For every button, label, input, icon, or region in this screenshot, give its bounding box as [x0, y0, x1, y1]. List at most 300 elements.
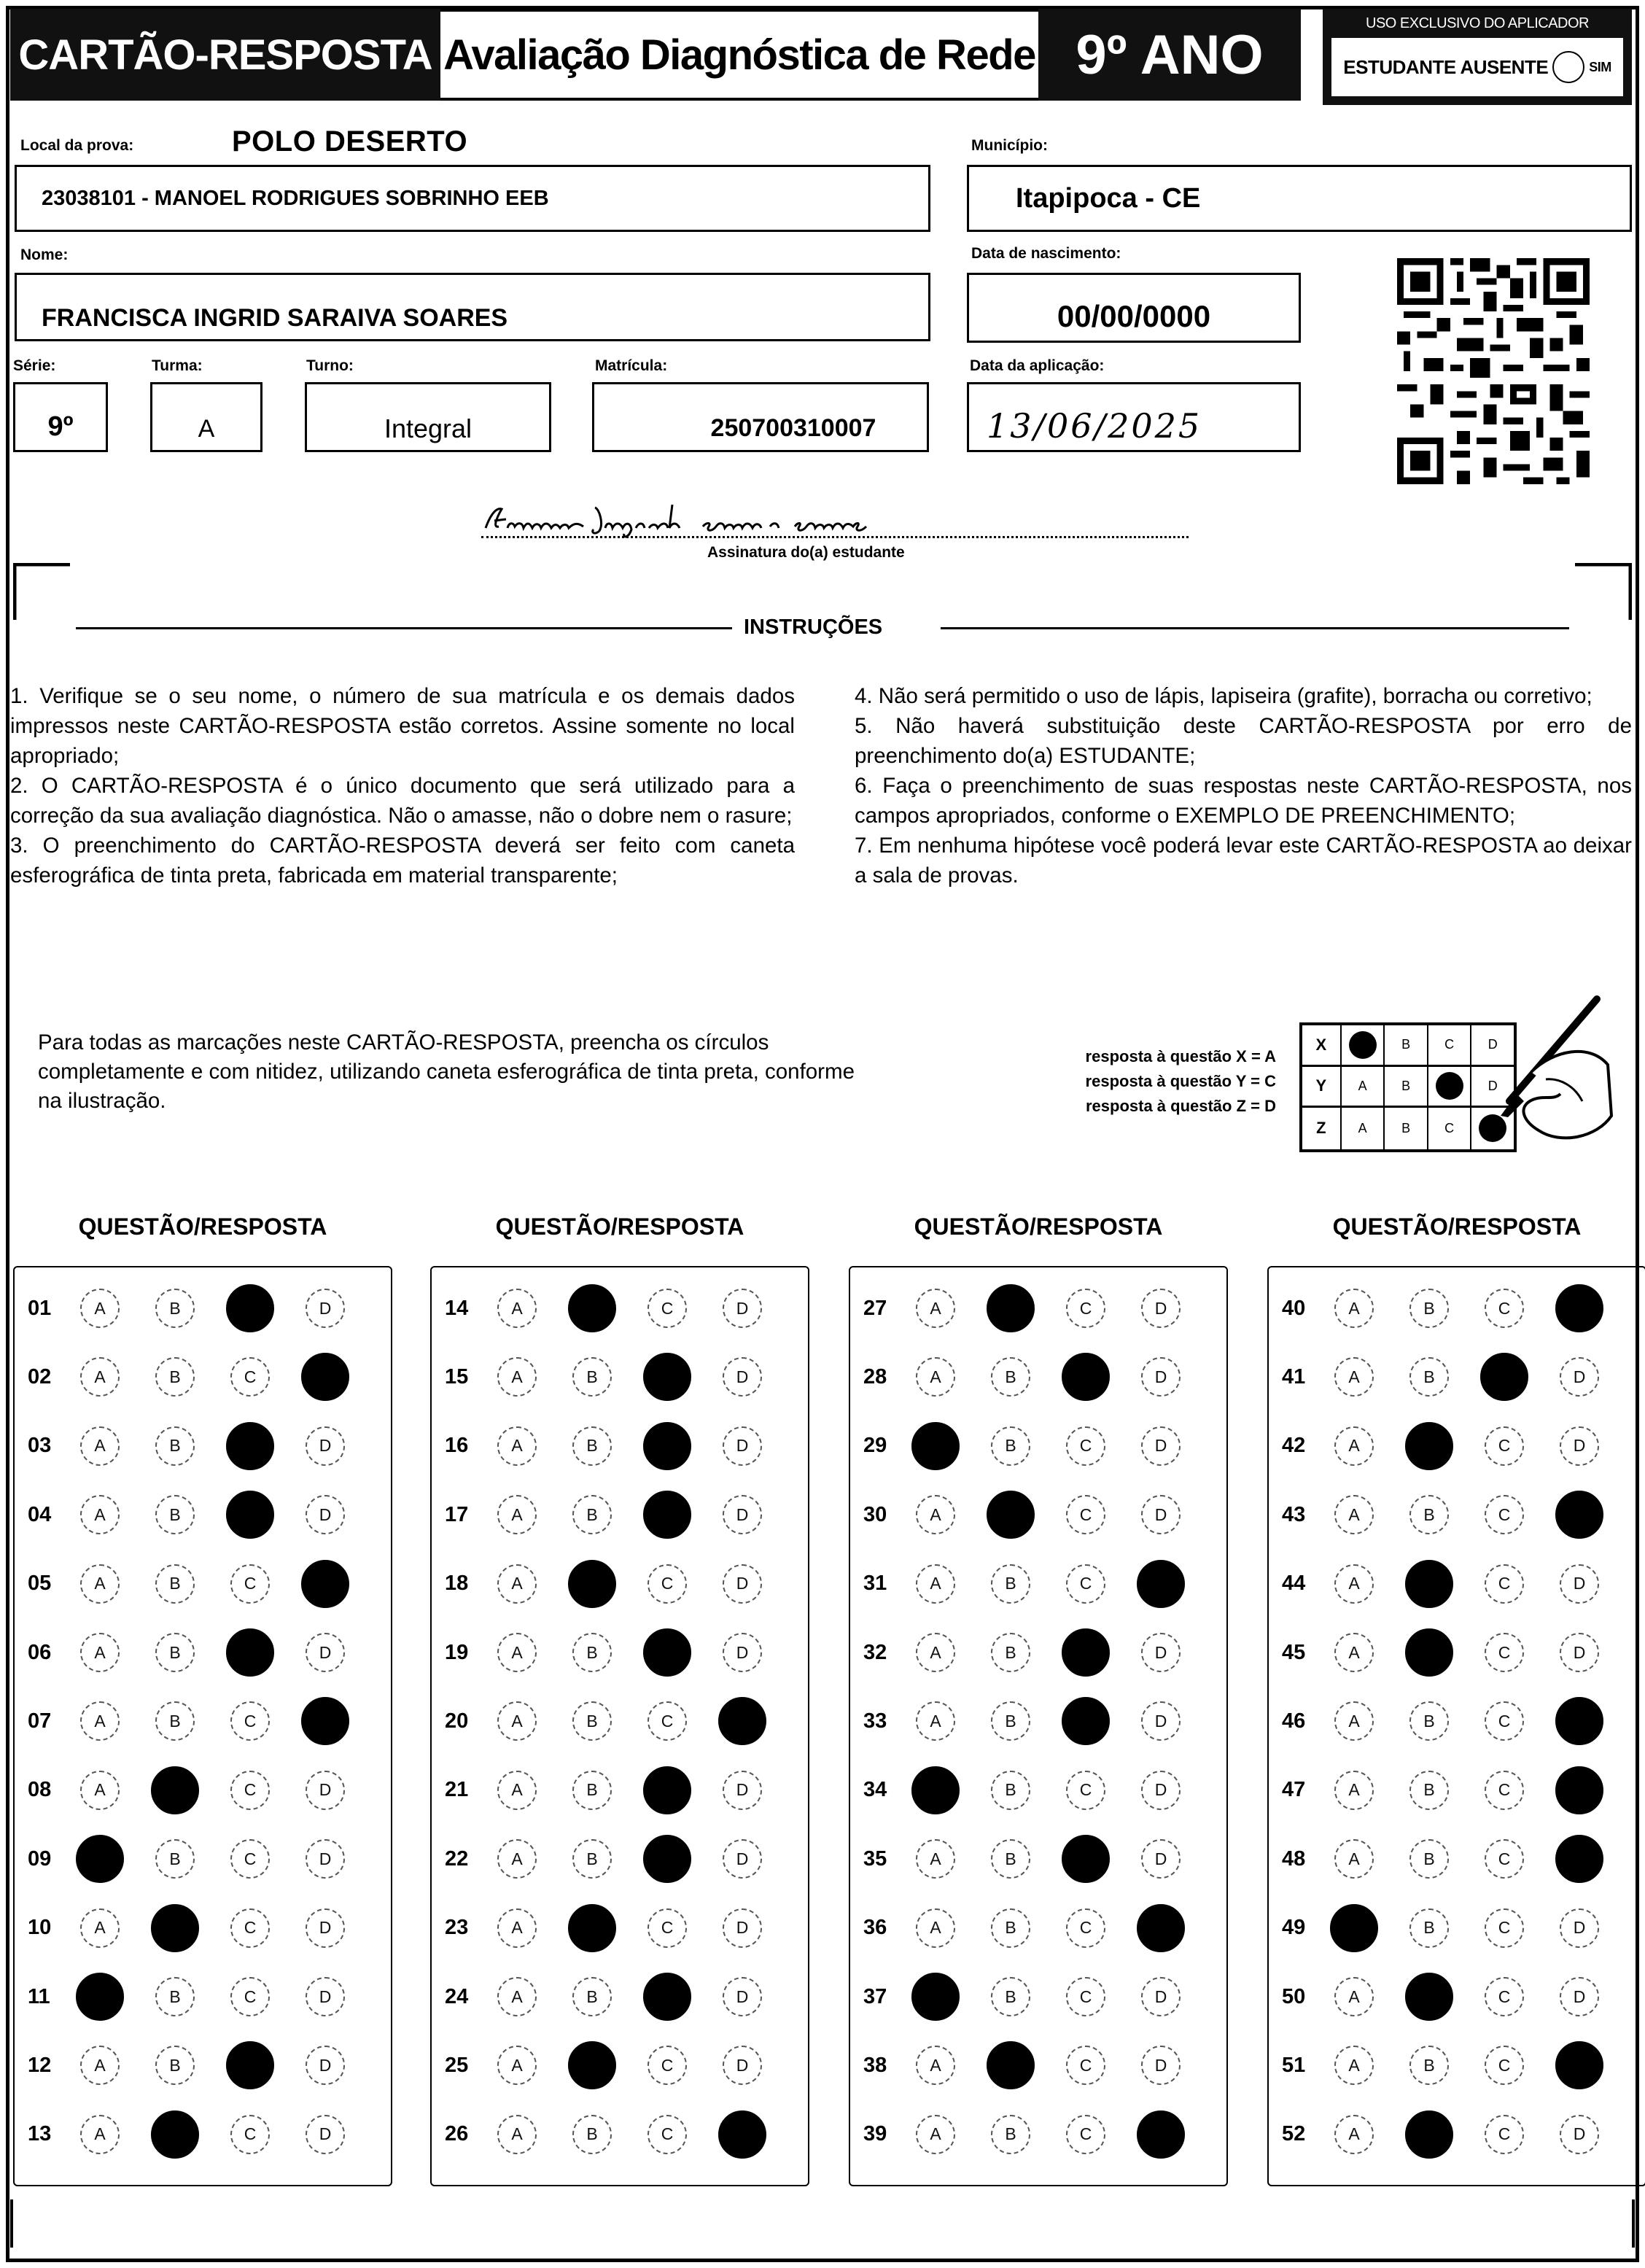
answer-bubble[interactable]: A	[1334, 1426, 1374, 1466]
question-number: 26	[445, 2122, 469, 2146]
answer-bubble[interactable]: B	[155, 1977, 195, 2016]
answer-bubble[interactable]: D	[723, 1908, 762, 1948]
answer-bubble-filled[interactable]	[301, 1697, 349, 1745]
answer-bubble[interactable]: B	[572, 1839, 612, 1879]
answer-bubble-filled[interactable]	[1555, 1835, 1603, 1883]
answer-bubble[interactable]: C	[1066, 1908, 1105, 1948]
answer-bubble[interactable]: D	[1141, 1977, 1181, 2016]
answer-bubble[interactable]: A	[916, 1564, 955, 1604]
answer-bubble[interactable]: A	[1334, 1564, 1374, 1604]
answer-bubble[interactable]: D	[306, 2046, 345, 2085]
answer-bubble[interactable]: C	[648, 1564, 687, 1604]
answer-bubble[interactable]: C	[1066, 1564, 1105, 1604]
answer-bubble[interactable]: A	[80, 1495, 120, 1534]
card-label: CARTÃO-RESPOSTA	[10, 9, 440, 101]
question-row	[432, 1825, 808, 1892]
answer-bubble[interactable]: C	[1066, 1289, 1105, 1328]
answer-bubble[interactable]: C	[648, 2046, 687, 2085]
answer-bubble[interactable]: D	[1141, 1495, 1181, 1534]
question-number: 29	[863, 1434, 887, 1458]
answer-bubble[interactable]: D	[1560, 1357, 1599, 1397]
example-bubble: C	[1428, 1025, 1472, 1065]
answer-bubble-filled[interactable]	[718, 2110, 766, 2159]
question-row	[432, 1688, 808, 1755]
answer-bubble[interactable]: B	[991, 1839, 1030, 1879]
column-title: QUESTÃO/RESPOSTA	[495, 1213, 744, 1240]
answer-bubble[interactable]: B	[155, 1633, 195, 1672]
answer-bubble[interactable]: B	[1409, 1289, 1449, 1328]
answer-bubble[interactable]: A	[497, 2046, 537, 2085]
serie-value: 9º	[47, 411, 74, 442]
answer-bubble[interactable]: A	[1334, 2115, 1374, 2154]
question-row	[1269, 1343, 1645, 1410]
answer-bubble[interactable]: C	[1066, 1495, 1105, 1534]
answer-bubble[interactable]: C	[1485, 1908, 1524, 1948]
answer-bubble[interactable]: A	[916, 2115, 955, 2154]
instruction-6: 6. Faça o preenchimento de suas respostas neste CARTÃO-RESPOSTA, nos campos apropriados, conforme o EXEMPLO DE PREENCHIMENTO;	[855, 774, 1632, 828]
answer-bubble-filled[interactable]	[568, 1904, 616, 1952]
answer-bubble[interactable]: A	[916, 1839, 955, 1879]
answer-bubble[interactable]: D	[1141, 1839, 1181, 1879]
answer-bubble[interactable]: D	[1141, 1701, 1181, 1741]
answer-bubble[interactable]: B	[572, 1633, 612, 1672]
question-row	[1269, 2101, 1645, 2168]
answer-bubble[interactable]: C	[230, 1701, 270, 1741]
answer-bubble-filled[interactable]	[226, 1284, 274, 1332]
answer-bubble[interactable]: C	[230, 2115, 270, 2154]
answer-bubble[interactable]: B	[1409, 1701, 1449, 1741]
answer-bubble[interactable]: A	[916, 1357, 955, 1397]
answer-bubble[interactable]: A	[497, 1357, 537, 1397]
question-number: 43	[1282, 1502, 1306, 1526]
answer-bubble[interactable]: B	[572, 1977, 612, 2016]
answer-bubble-filled[interactable]	[151, 1766, 199, 1814]
answer-bubble[interactable]: D	[306, 1426, 345, 1466]
question-row	[1269, 1275, 1645, 1342]
nascimento-field	[967, 273, 1301, 343]
answer-bubble[interactable]: B	[155, 2046, 195, 2085]
question-row	[15, 1275, 391, 1342]
nascimento-label: Data de nascimento:	[971, 245, 1121, 262]
answer-bubble[interactable]: B	[991, 1633, 1030, 1672]
signature-image	[481, 490, 992, 541]
school-value: 23038101 - MANOEL RODRIGUES SOBRINHO EEB	[42, 186, 549, 210]
answer-bubble[interactable]: C	[1485, 1771, 1524, 1810]
question-number: 09	[28, 1846, 52, 1871]
question-number: 42	[1282, 1434, 1306, 1458]
answer-bubble[interactable]: A	[916, 2046, 955, 2085]
answer-bubble-filled[interactable]	[1555, 1491, 1603, 1539]
answer-bubble-filled[interactable]	[643, 1422, 691, 1470]
question-row	[432, 1413, 808, 1480]
answer-bubble[interactable]: A	[1334, 2046, 1374, 2085]
answer-bubble[interactable]: C	[1485, 1495, 1524, 1534]
answer-bubble[interactable]: B	[991, 1426, 1030, 1466]
answer-bubble[interactable]: B	[155, 1564, 195, 1604]
answer-bubble[interactable]: B	[991, 1357, 1030, 1397]
answer-bubble[interactable]: D	[306, 1289, 345, 1328]
question-number: 12	[28, 2053, 52, 2077]
answer-bubble[interactable]: C	[1066, 1977, 1105, 2016]
question-row	[15, 1413, 391, 1480]
question-row	[432, 2101, 808, 2168]
answer-bubble-filled[interactable]	[1062, 1697, 1110, 1745]
answer-bubble[interactable]: B	[572, 1357, 612, 1397]
answer-bubble[interactable]: C	[230, 1977, 270, 2016]
serie-label: Série:	[13, 357, 56, 374]
answer-bubble-filled[interactable]	[1062, 1835, 1110, 1883]
answer-bubble[interactable]: C	[1485, 1839, 1524, 1879]
signature-label: Assinatura do(a) estudante	[707, 544, 905, 561]
answer-bubble[interactable]: A	[80, 1908, 120, 1948]
answer-bubble[interactable]: C	[230, 1839, 270, 1879]
answer-bubble[interactable]: D	[1141, 1426, 1181, 1466]
answer-bubble[interactable]: A	[80, 1771, 120, 1810]
answer-bubble[interactable]: A	[80, 1633, 120, 1672]
answer-bubble[interactable]: B	[155, 1839, 195, 1879]
answer-bubble[interactable]: A	[916, 1633, 955, 1672]
school-field	[15, 165, 930, 232]
question-row	[432, 1757, 808, 1824]
answer-bubble[interactable]: D	[306, 1495, 345, 1534]
answer-bubble[interactable]: D	[1141, 1771, 1181, 1810]
answer-bubble[interactable]: B	[991, 1977, 1030, 2016]
answer-bubble[interactable]: A	[497, 1564, 537, 1604]
answer-bubble[interactable]: B	[572, 1426, 612, 1466]
answer-bubble-filled[interactable]	[643, 1973, 691, 2021]
answer-bubble-filled[interactable]	[1555, 2041, 1603, 2089]
turno-value: Integral	[384, 413, 472, 443]
answer-bubble-filled[interactable]	[911, 1766, 960, 1814]
answer-bubble[interactable]: D	[723, 1289, 762, 1328]
answer-bubble[interactable]: D	[723, 2046, 762, 2085]
answer-bubble[interactable]: D	[723, 1977, 762, 2016]
answer-bubble-filled[interactable]	[643, 1835, 691, 1883]
answer-bubble[interactable]: C	[1066, 1771, 1105, 1810]
answer-bubble-filled[interactable]	[76, 1835, 124, 1883]
answer-bubble[interactable]: B	[155, 1495, 195, 1534]
answer-bubble-filled[interactable]	[987, 2041, 1035, 2089]
answer-bubble-filled[interactable]	[1480, 1353, 1528, 1401]
answer-bubble-filled[interactable]	[226, 1422, 274, 1470]
answer-bubble[interactable]: B	[991, 2115, 1030, 2154]
answer-bubble[interactable]: A	[1334, 1977, 1374, 2016]
nome-value: FRANCISCA INGRID SARAIVA SOARES	[42, 303, 508, 332]
question-number: 38	[863, 2053, 887, 2077]
answer-bubble-filled[interactable]	[1555, 1697, 1603, 1745]
answer-bubble[interactable]: B	[155, 1357, 195, 1397]
question-number: 49	[1282, 1916, 1306, 1940]
answer-bubble[interactable]: D	[723, 1839, 762, 1879]
answer-bubble-filled[interactable]	[76, 1973, 124, 2021]
answer-bubble[interactable]: C	[1485, 1564, 1524, 1604]
answer-bubble[interactable]: D	[306, 1977, 345, 2016]
answer-bubble[interactable]: D	[1141, 1357, 1181, 1397]
question-row	[15, 1757, 391, 1824]
question-row	[15, 1688, 391, 1755]
column-title: QUESTÃO/RESPOSTA	[914, 1213, 1163, 1240]
answer-bubble[interactable]: B	[155, 1701, 195, 1741]
answer-bubble[interactable]: D	[1141, 2046, 1181, 2085]
answer-bubble[interactable]: A	[497, 1426, 537, 1466]
example-bubble: B	[1385, 1108, 1428, 1149]
example-bubble: D	[1488, 1037, 1498, 1052]
answer-bubble[interactable]: C	[648, 1289, 687, 1328]
question-row	[850, 1413, 1226, 1480]
answer-bubble[interactable]: A	[1334, 1771, 1374, 1810]
question-number: 44	[1282, 1572, 1306, 1596]
answer-bubble[interactable]: A	[80, 1426, 120, 1466]
question-row	[1269, 1757, 1645, 1824]
instructions-left	[10, 681, 795, 890]
answer-bubble[interactable]: D	[1560, 1908, 1599, 1948]
turno-field	[305, 382, 551, 452]
answer-bubble[interactable]: C	[1485, 2115, 1524, 2154]
answer-bubble-filled[interactable]	[568, 1560, 616, 1608]
filled-dot	[1436, 1072, 1463, 1100]
question-number: 37	[863, 1984, 887, 2008]
answer-bubble-filled[interactable]	[1405, 1560, 1453, 1608]
question-row	[850, 1963, 1226, 2030]
question-number: 52	[1282, 2122, 1306, 2146]
question-row	[1269, 1481, 1645, 1548]
answer-bubble[interactable]: C	[230, 1908, 270, 1948]
question-number: 32	[863, 1640, 887, 1664]
aplicacao-field	[967, 382, 1301, 452]
answer-bubble[interactable]: A	[80, 1357, 120, 1397]
answer-panel	[13, 1266, 392, 2186]
answer-bubble[interactable]: C	[648, 2115, 687, 2154]
answer-bubble-filled[interactable]	[987, 1491, 1035, 1539]
answer-bubble-filled[interactable]	[911, 1422, 960, 1470]
answer-bubble-filled[interactable]	[1330, 1904, 1378, 1952]
answer-bubble[interactable]: C	[1066, 1426, 1105, 1466]
question-number: 35	[863, 1846, 887, 1871]
answer-bubble-filled[interactable]	[911, 1973, 960, 2021]
answer-bubble[interactable]: B	[1409, 1908, 1449, 1948]
answer-bubble[interactable]: A	[916, 1289, 955, 1328]
question-row	[1269, 1895, 1645, 1962]
answer-bubble-filled[interactable]	[1405, 1628, 1453, 1677]
question-row	[850, 1895, 1226, 1962]
answer-bubble[interactable]: C	[230, 1357, 270, 1397]
answer-bubble-filled[interactable]	[643, 1766, 691, 1814]
answer-bubble[interactable]: A	[1334, 1357, 1374, 1397]
answer-bubble-filled[interactable]	[568, 2041, 616, 2089]
answer-bubble[interactable]: D	[1560, 1426, 1599, 1466]
answer-bubble[interactable]: D	[306, 2115, 345, 2154]
answer-bubble[interactable]: C	[1485, 1633, 1524, 1672]
answer-bubble[interactable]: C	[1485, 1977, 1524, 2016]
frame-corner-top-right	[1575, 563, 1632, 620]
answer-bubble[interactable]: D	[306, 1908, 345, 1948]
answer-bubble[interactable]: B	[155, 1289, 195, 1328]
answer-bubble-filled[interactable]	[1137, 1904, 1185, 1952]
answer-bubble[interactable]: C	[1485, 1701, 1524, 1741]
answer-bubble[interactable]: B	[1409, 1771, 1449, 1810]
answer-bubble[interactable]: A	[80, 2115, 120, 2154]
answer-bubble[interactable]: A	[80, 1701, 120, 1741]
question-number: 51	[1282, 2053, 1306, 2077]
answer-bubble[interactable]: C	[1066, 2115, 1105, 2154]
answer-bubble[interactable]: B	[991, 1564, 1030, 1604]
question-row	[850, 1757, 1226, 1824]
example-filled-bubble	[1342, 1025, 1385, 1065]
question-number: 05	[28, 1572, 52, 1596]
nome-field	[15, 273, 930, 341]
answer-bubble[interactable]: B	[572, 1495, 612, 1534]
question-number: 18	[445, 1572, 469, 1596]
example-z-label: resposta à questão Z = D	[1085, 1097, 1276, 1115]
question-number: 22	[445, 1846, 469, 1871]
answer-bubble-filled[interactable]	[226, 2041, 274, 2089]
answer-bubble[interactable]: A	[1334, 1701, 1374, 1741]
question-row	[850, 2101, 1226, 2168]
answer-bubble[interactable]: A	[80, 1289, 120, 1328]
turno-label: Turno:	[306, 357, 354, 374]
answer-bubble[interactable]: C	[1066, 2046, 1105, 2085]
answer-bubble[interactable]: D	[723, 1495, 762, 1534]
answer-bubble[interactable]: A	[1334, 1289, 1374, 1328]
frame-corner-bottom-right	[1632, 2199, 1635, 2248]
answer-bubble-filled[interactable]	[1555, 1284, 1603, 1332]
question-number: 21	[445, 1778, 469, 1802]
question-number: 08	[28, 1778, 52, 1802]
answer-bubble-filled[interactable]	[1405, 1422, 1453, 1470]
answer-bubble[interactable]: A	[916, 1701, 955, 1741]
question-number: 25	[445, 2053, 469, 2077]
answer-bubble[interactable]: D	[306, 1633, 345, 1672]
answer-bubble[interactable]: B	[155, 1426, 195, 1466]
answer-bubble[interactable]: A	[1334, 1495, 1374, 1534]
matricula-label: Matrícula:	[595, 357, 668, 374]
question-row	[432, 1343, 808, 1410]
question-number: 39	[863, 2122, 887, 2146]
answer-bubble[interactable]: A	[916, 1495, 955, 1534]
answer-bubble-filled[interactable]	[718, 1697, 766, 1745]
answer-bubble[interactable]: A	[497, 1495, 537, 1534]
answer-bubble[interactable]: D	[1560, 1977, 1599, 2016]
answer-bubble-filled[interactable]	[1137, 2110, 1185, 2159]
local-label: Local da prova:	[20, 137, 134, 154]
question-number: 45	[1282, 1640, 1306, 1664]
answer-bubble[interactable]: C	[1485, 1289, 1524, 1328]
question-row	[432, 1895, 808, 1962]
answer-bubble[interactable]: A	[497, 2115, 537, 2154]
answer-bubble[interactable]: A	[1334, 1839, 1374, 1879]
answer-bubble-filled[interactable]	[987, 1284, 1035, 1332]
answer-bubble[interactable]: C	[648, 1908, 687, 1948]
answer-bubble-filled[interactable]	[226, 1491, 274, 1539]
answer-bubble[interactable]: B	[572, 1701, 612, 1741]
answer-bubble-filled[interactable]	[1555, 1766, 1603, 1814]
answer-bubble-filled[interactable]	[1062, 1353, 1110, 1401]
answer-bubble[interactable]: D	[723, 1633, 762, 1672]
pen-hand-illustration	[1473, 992, 1619, 1160]
answer-bubble[interactable]: D	[1560, 1564, 1599, 1604]
answer-bubble[interactable]: A	[80, 2046, 120, 2085]
answer-bubble[interactable]: C	[1485, 2046, 1524, 2085]
question-row	[15, 2032, 391, 2099]
answer-bubble[interactable]: A	[497, 1977, 537, 2016]
answer-bubble[interactable]: A	[497, 1289, 537, 1328]
answer-bubble[interactable]: B	[991, 1701, 1030, 1741]
answer-bubble[interactable]: B	[1409, 1495, 1449, 1534]
ausente-bubble[interactable]	[1552, 51, 1584, 83]
answer-bubble[interactable]: D	[1141, 1633, 1181, 1672]
answer-bubble[interactable]: C	[230, 1564, 270, 1604]
answer-bubble[interactable]: A	[497, 1633, 537, 1672]
question-row	[850, 2032, 1226, 2099]
answer-bubble[interactable]: B	[1409, 2046, 1449, 2085]
answer-bubble[interactable]: B	[1409, 1839, 1449, 1879]
answer-bubble[interactable]: D	[723, 1771, 762, 1810]
instruction-5: 5. Não haverá substituição deste CARTÃO-RESPOSTA por erro de preenchimento do(a) ESTUDANTE;	[855, 714, 1632, 768]
answer-bubble[interactable]: B	[1409, 1357, 1449, 1397]
answer-bubble-filled[interactable]	[301, 1560, 349, 1608]
answer-bubble[interactable]: B	[572, 2115, 612, 2154]
answer-bubble[interactable]: A	[497, 1908, 537, 1948]
answer-bubble-filled[interactable]	[568, 1284, 616, 1332]
answer-bubble-filled[interactable]	[151, 1904, 199, 1952]
answer-panel	[849, 1266, 1228, 2186]
signature	[481, 490, 992, 541]
answer-bubble-filled[interactable]	[1405, 1973, 1453, 2021]
answer-bubble[interactable]: D	[306, 1771, 345, 1810]
qr-code	[1397, 258, 1590, 484]
matricula-value: 250700310007	[710, 413, 876, 442]
answer-bubble[interactable]: C	[648, 1701, 687, 1741]
answer-bubble-filled[interactable]	[643, 1353, 691, 1401]
answer-bubble[interactable]: D	[1141, 1289, 1181, 1328]
answer-bubble-filled[interactable]	[1405, 2110, 1453, 2159]
answer-bubble[interactable]: B	[991, 1908, 1030, 1948]
answer-bubble[interactable]: B	[572, 1771, 612, 1810]
answer-bubble-filled[interactable]	[1137, 1560, 1185, 1608]
question-number: 50	[1282, 1984, 1306, 2008]
answer-bubble[interactable]: D	[1560, 1633, 1599, 1672]
nascimento-value: 00/00/0000	[1057, 299, 1211, 333]
answer-bubble-filled[interactable]	[226, 1628, 274, 1677]
column-title: QUESTÃO/RESPOSTA	[1332, 1213, 1582, 1240]
question-row	[1269, 1413, 1645, 1480]
answer-bubble[interactable]: C	[230, 1771, 270, 1810]
answer-bubble[interactable]: A	[80, 1564, 120, 1604]
answer-bubble[interactable]: B	[991, 1771, 1030, 1810]
answer-bubble[interactable]: C	[1485, 1426, 1524, 1466]
answer-bubble[interactable]: A	[497, 1701, 537, 1741]
question-number: 46	[1282, 1709, 1306, 1733]
answer-bubble[interactable]: D	[723, 1357, 762, 1397]
answer-bubble[interactable]: A	[497, 1771, 537, 1810]
answer-panel	[1267, 1266, 1645, 2186]
answer-bubble[interactable]: D	[723, 1426, 762, 1466]
answer-bubble-filled[interactable]	[151, 2110, 199, 2159]
answer-bubble-filled[interactable]	[1062, 1628, 1110, 1677]
answer-bubble[interactable]: D	[306, 1839, 345, 1879]
answer-bubble-filled[interactable]	[643, 1491, 691, 1539]
answer-bubble[interactable]: A	[916, 1908, 955, 1948]
answer-bubble-filled[interactable]	[643, 1628, 691, 1677]
question-number: 07	[28, 1709, 52, 1733]
instructions-rule-right	[941, 627, 1569, 629]
answer-bubble[interactable]: A	[497, 1839, 537, 1879]
answer-bubble[interactable]: D	[723, 1564, 762, 1604]
answer-bubble-filled[interactable]	[301, 1353, 349, 1401]
answer-bubble[interactable]: A	[1334, 1633, 1374, 1672]
local-value: POLO DESERTO	[232, 125, 468, 158]
answer-bubble[interactable]: D	[1560, 2115, 1599, 2154]
